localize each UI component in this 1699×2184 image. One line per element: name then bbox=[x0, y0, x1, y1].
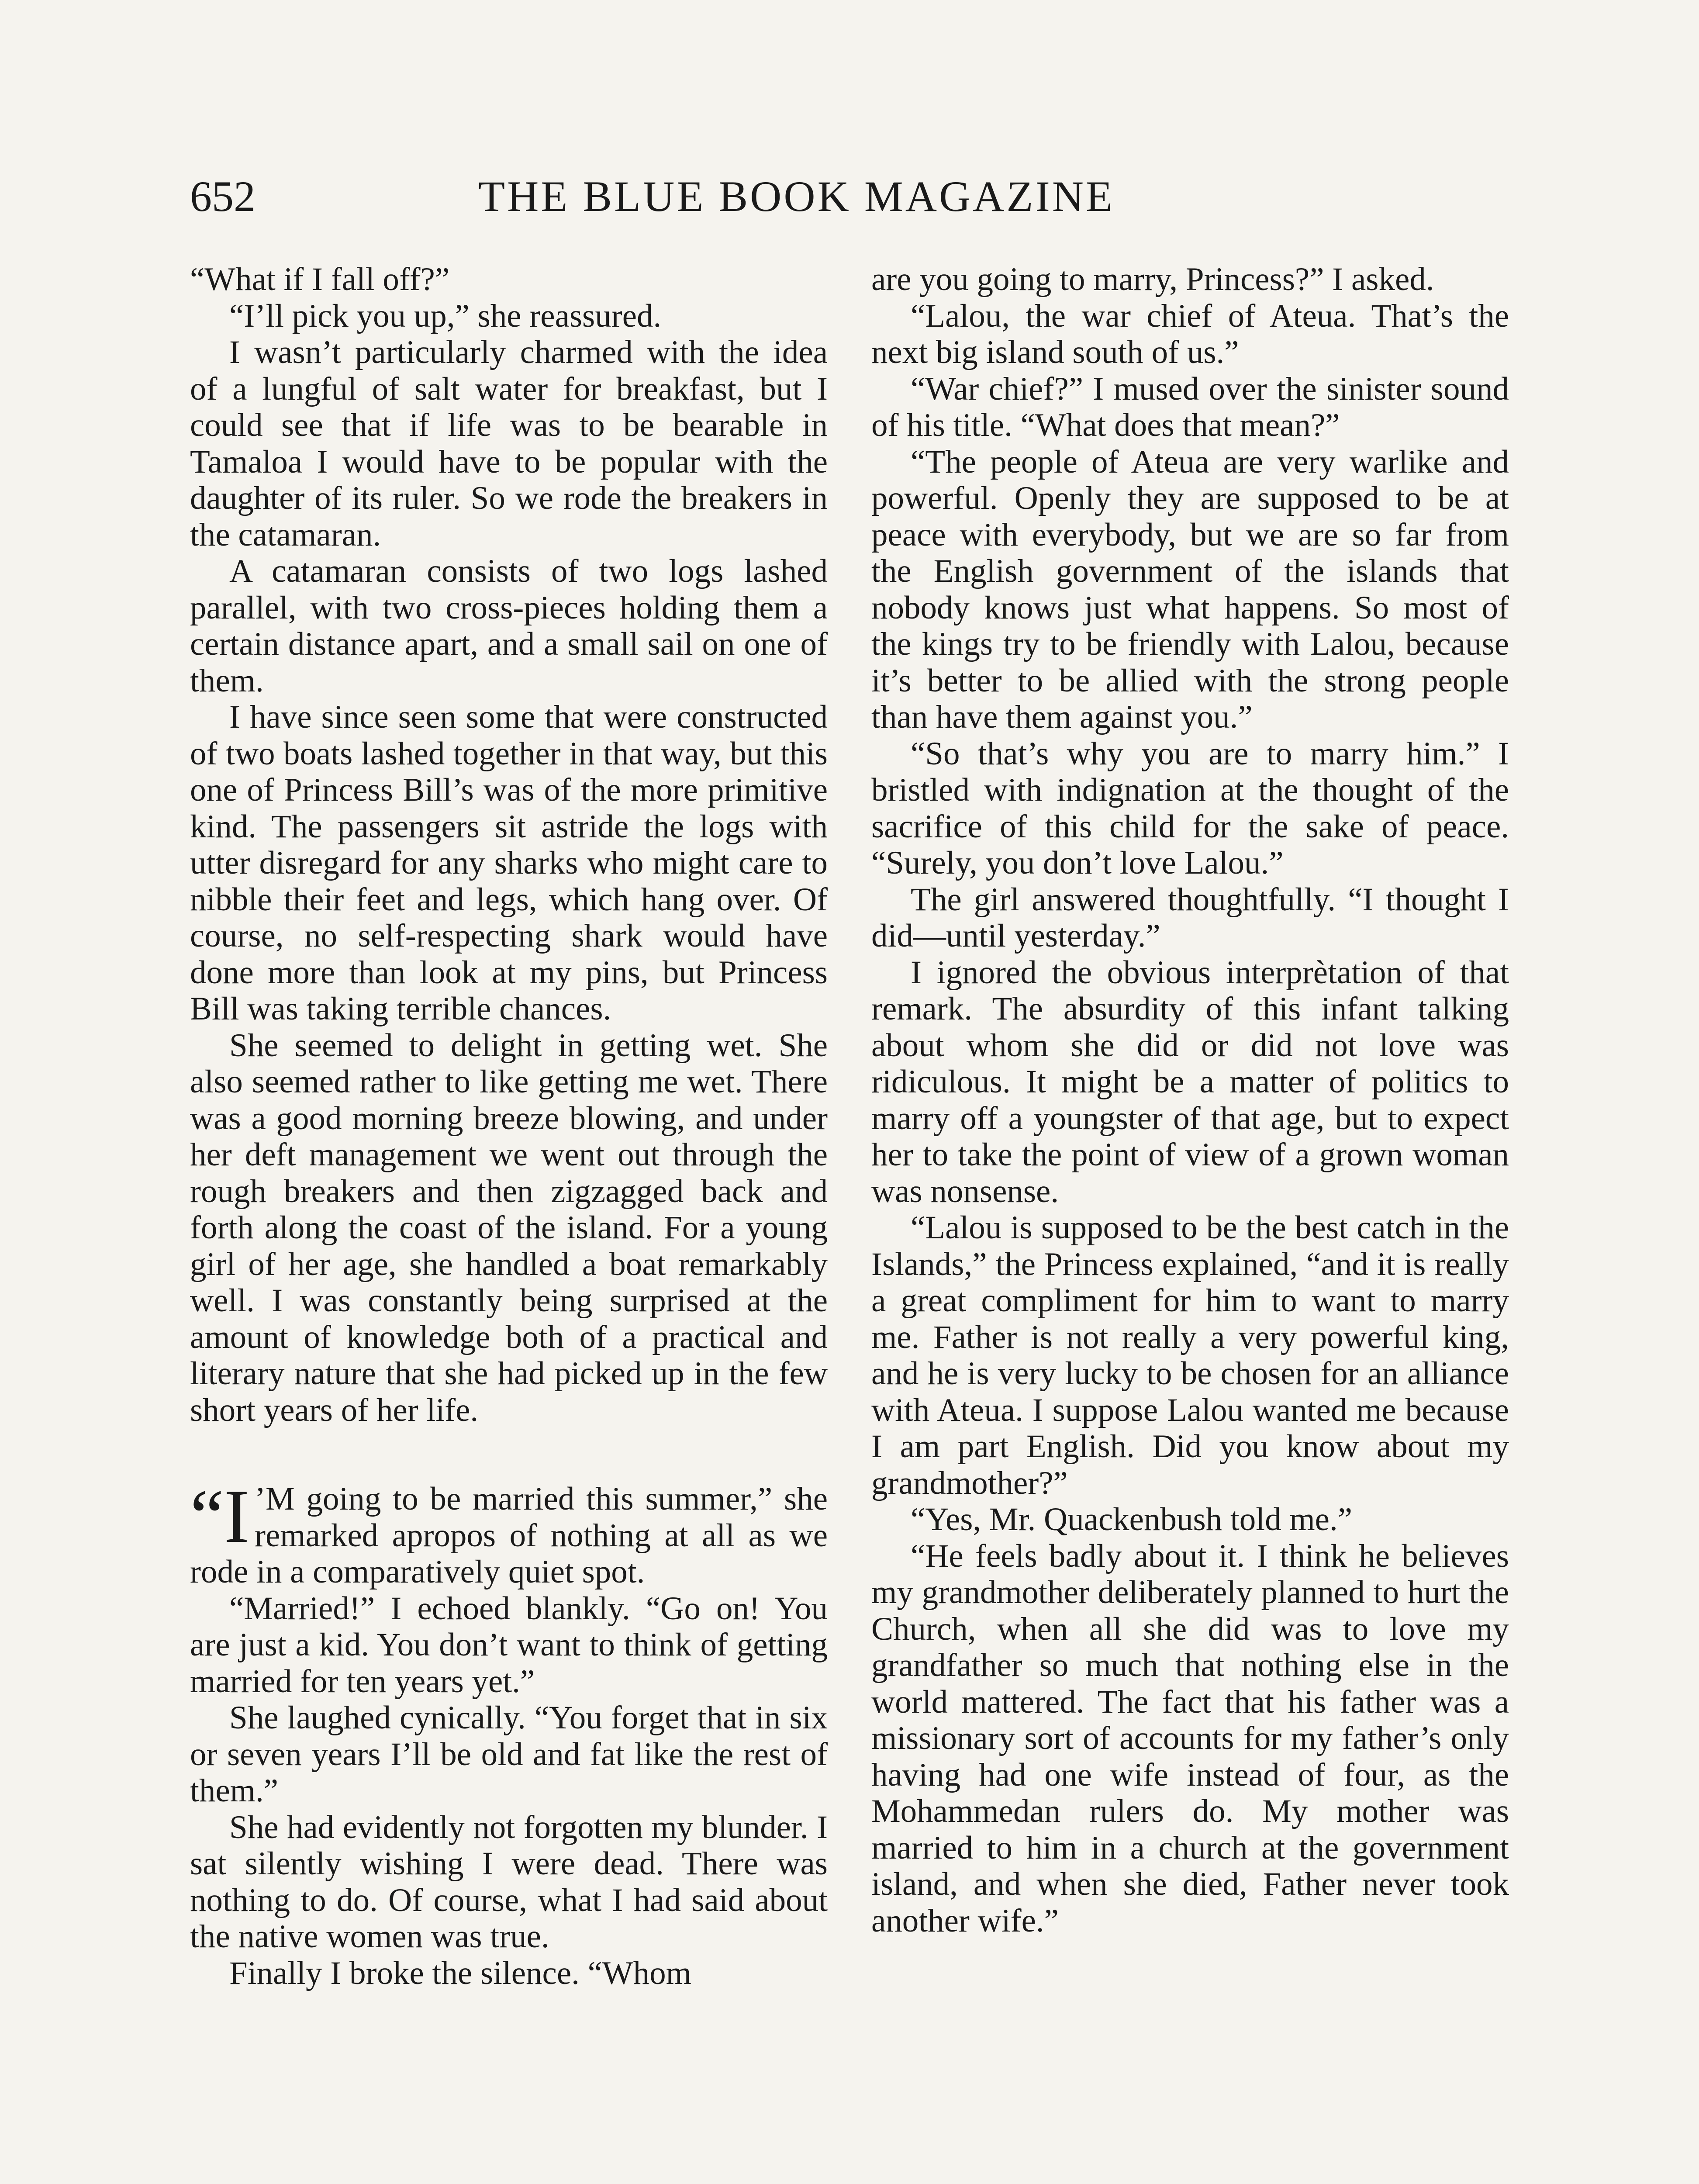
paragraph: I ignored the obvious interprètation of that remark. The absurdity of this infant talking about whom she did or did not love was ridiculous. It might be a matter of politics to marry off a youngster of that age, but to expect her to take the point of view of a grown woman was nonsense. bbox=[871, 954, 1509, 1209]
dropcap-paragraph bbox=[190, 1474, 828, 1590]
page-header bbox=[190, 170, 1509, 240]
paragraph: “The people of Ateua are very warlike and powerful. Openly they are supposed to be at peace with everybody, but we are so far from the English government of the islands that nobody knows just what happens. So most of the kings try to be friendly with Lalou, because it’s better to be allied with the strong people than have them against you.” bbox=[871, 443, 1509, 735]
paragraph: She laughed cynically. “You forget that in six or seven years I’ll be old and fat like the rest of them.” bbox=[190, 1700, 828, 1809]
paragraph: “Lalou is supposed to be the best catch in the Islands,” the Princess explained, “and it is really a great compliment for him to want to marry me. Father is not really a very powerful king, and he is very lucky to be chosen for an alliance with Ateua. I suppose Lalou wanted me because I am part English. Did you know about my grandmother?” bbox=[871, 1209, 1509, 1501]
paragraph: A catamaran consists of two logs lashed parallel, with two cross-pieces holding them a certain distance apart, and a small sail on one of them. bbox=[190, 553, 828, 699]
paragraph: “Married!” I echoed blankly. “Go on! You are just a kid. You don’t want to think of getting married for ten years yet.” bbox=[190, 1590, 828, 1700]
page-number: 652 bbox=[190, 172, 256, 221]
right-column bbox=[871, 261, 1509, 1939]
paragraph: “War chief?” I mused over the sinister sound of his title. “What does that mean?” bbox=[871, 370, 1509, 443]
dropcap-open-quote: “ bbox=[190, 1474, 224, 1559]
dropcap-letter: I bbox=[224, 1474, 249, 1559]
magazine-title: THE BLUE BOOK MAGAZINE bbox=[478, 172, 1115, 221]
paragraph: “He feels badly about it. I think he believes my grandmother deliberately planned to hurt the Church, when all she did was to love my grandfather so much that nothing else in the world mattered. The fact that his father was a missionary sort of accounts for my father’s only having had one wife instead of four, as the Mohammedan rulers do. My mother was married to him in a church at the government island, and when she died, Father never took another wife.” bbox=[871, 1538, 1509, 1939]
paragraph: “I’ll pick you up,” she reassured. bbox=[229, 297, 662, 334]
left-column bbox=[190, 261, 828, 1991]
paragraph: “So that’s why you are to marry him.” I bristled with indignation at the thought of the sacrifice of this child for the sake of peace. “Surely, you don’t love Lalou.” bbox=[871, 735, 1509, 881]
paragraph-continuation: are you going to marry, Princess?” I asked. bbox=[871, 261, 1434, 297]
paragraph: Finally I broke the silence. “Whom bbox=[229, 1955, 692, 1991]
dropcap bbox=[190, 1474, 249, 1559]
dropcap-paragraph-text: ’M going to be married this summer,” she remarked apropos of nothing at all as we rode in a comparatively quiet spot. bbox=[190, 1481, 828, 1590]
paragraph: I wasn’t particularly charmed with the idea of a lungful of salt water for breakfast, but I could see that if life was to be bearable in Tamaloa I would have to be popular with the daughter of its ruler. So we rode the breakers in the catamaran. bbox=[190, 334, 828, 553]
paragraph: She seemed to delight in getting wet. She also seemed rather to like getting me wet. There was a good morning breeze blowing, and under her deft management we went out through the rough breakers and then zigzagged back and forth along the coast of the island. For a young girl of her age, she handled a boat remarkably well. I was constantly being surprised at the amount of knowledge both of a practical and literary nature that she had picked up in the few short years of her life. bbox=[190, 1027, 828, 1428]
paragraph: “What if I fall off?” bbox=[190, 261, 450, 297]
paragraph: “Lalou, the war chief of Ateua. That’s the next big island south of us.” bbox=[871, 297, 1509, 370]
paragraph: “Yes, Mr. Quackenbush told me.” bbox=[911, 1501, 1352, 1538]
paragraph: She had evidently not forgotten my blunder. I sat silently wishing I were dead. There was nothing to do. Of course, what I had said about the native women was true. bbox=[190, 1809, 828, 1955]
paragraph: The girl answered thoughtfully. “I thought I did—until yesterday.” bbox=[871, 881, 1509, 954]
section-break bbox=[190, 1428, 828, 1481]
paragraph: I have since seen some that were constructed of two boats lashed together in that way, but this one of Princess Bill’s was of the more primitive kind. The passengers sit astride the logs with utter disregard for any sharks who might care to nibble their feet and legs, which hang over. Of course, no self-respecting shark would have done more than look at my pins, but Princess Bill was taking terrible chances. bbox=[190, 699, 828, 1027]
